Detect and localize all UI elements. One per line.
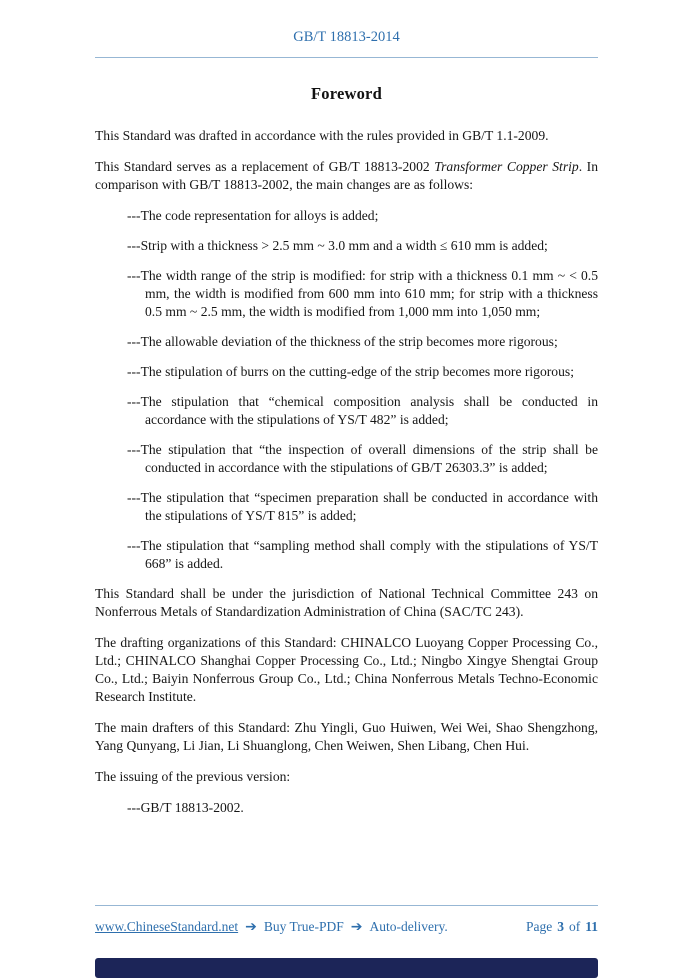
bottom-redaction-bar (95, 958, 598, 978)
paragraph: The main drafters of this Standard: Zhu Yingli, Guo Huiwen, Wei Wei, Shao Shengzhong, Yang Qunyang, Li Jian, Li Shuanglong, Chen Weiwen, Shen Libang, Chen Hui. (95, 720, 598, 753)
paragraph: The drafting organizations of this Standard: CHINALCO Luoyang Copper Processing Co., Ltd.; CHINALCO Shanghai Copper Processing Co., Ltd.; Ningbo Xingye Shengtai Group Co., Ltd.; Baiyin Nonferrous Group Co., Ltd.; China Nonferrous Metals Techno-Economic Research Institute. (95, 635, 598, 704)
hanging-indent-item: ---The stipulation of burrs on the cutting-edge of the strip becomes more rigorous; (127, 364, 574, 379)
footer-rule (95, 905, 598, 906)
arrow-right-icon: ➔ (245, 919, 257, 935)
of-label: of (568, 919, 581, 934)
hanging-indent-item: ---The stipulation that “sampling method shall comply with the stipulations of YS/T 668” is added. (127, 538, 598, 571)
buy-true-pdf-label: Buy True-PDF (263, 919, 344, 934)
hanging-indent-item: ---The allowable deviation of the thickness of the strip becomes more rigorous; (127, 334, 558, 349)
total-page-number: 11 (585, 919, 598, 934)
footer-left (95, 919, 455, 935)
arrow-right-icon: ➔ (350, 919, 363, 935)
header-doc-number: GB/T 18813-2014 (293, 29, 400, 45)
header-rule (95, 57, 598, 58)
page-label: Page (525, 919, 553, 934)
website-link[interactable]: www.ChineseStandard.net (95, 919, 239, 934)
hanging-indent-item: ---Strip with a thickness > 2.5 mm ~ 3.0 mm and a width ≤ 610 mm is added; (127, 238, 548, 253)
paragraph: This Standard serves as a replacement of GB/T 18813-2002 Transformer Copper Strip. In comparison with GB/T 18813-2002, the main changes are as follows: (95, 159, 598, 192)
page-indicator (521, 919, 598, 935)
hanging-indent-item: ---The code representation for alloys is added; (127, 208, 379, 223)
footer (95, 919, 598, 935)
auto-delivery-label: Auto-delivery. (369, 919, 448, 934)
document-body (95, 127, 598, 829)
page-title: Foreword (311, 84, 382, 103)
hanging-indent-item: ---The width range of the strip is modified: for strip with a thickness 0.1 mm ~ < 0.5 mm, the width is modified from 600 mm into 610 mm; for strip with a thickness 0.5 mm ~ 2.5 mm, the width is modified from 1,000 mm into 1,050 mm; (127, 268, 598, 319)
hanging-indent-item: ---The stipulation that “chemical composition analysis shall be conducted in accordance with the stipulations of YS/T 482” is added; (127, 394, 598, 427)
hanging-indent-item: ---The stipulation that “specimen preparation shall be conducted in accordance with the stipulations of YS/T 815” is added; (127, 490, 598, 523)
paragraph: This Standard was drafted in accordance with the rules provided in GB/T 1.1-2009. (95, 128, 549, 143)
paragraph: The issuing of the previous version: (95, 769, 291, 784)
hanging-indent-item: ---The stipulation that “the inspection of overall dimensions of the strip shall be conducted in accordance with the stipulations of GB/T 26303.3” is added; (127, 442, 598, 475)
hanging-indent-item: ---GB/T 18813-2002. (127, 800, 244, 815)
current-page-number: 3 (557, 919, 564, 934)
paragraph: This Standard shall be under the jurisdiction of National Technical Committee 243 on Nonferrous Metals of Standardization Administration of China (SAC/TC 243). (95, 586, 598, 619)
